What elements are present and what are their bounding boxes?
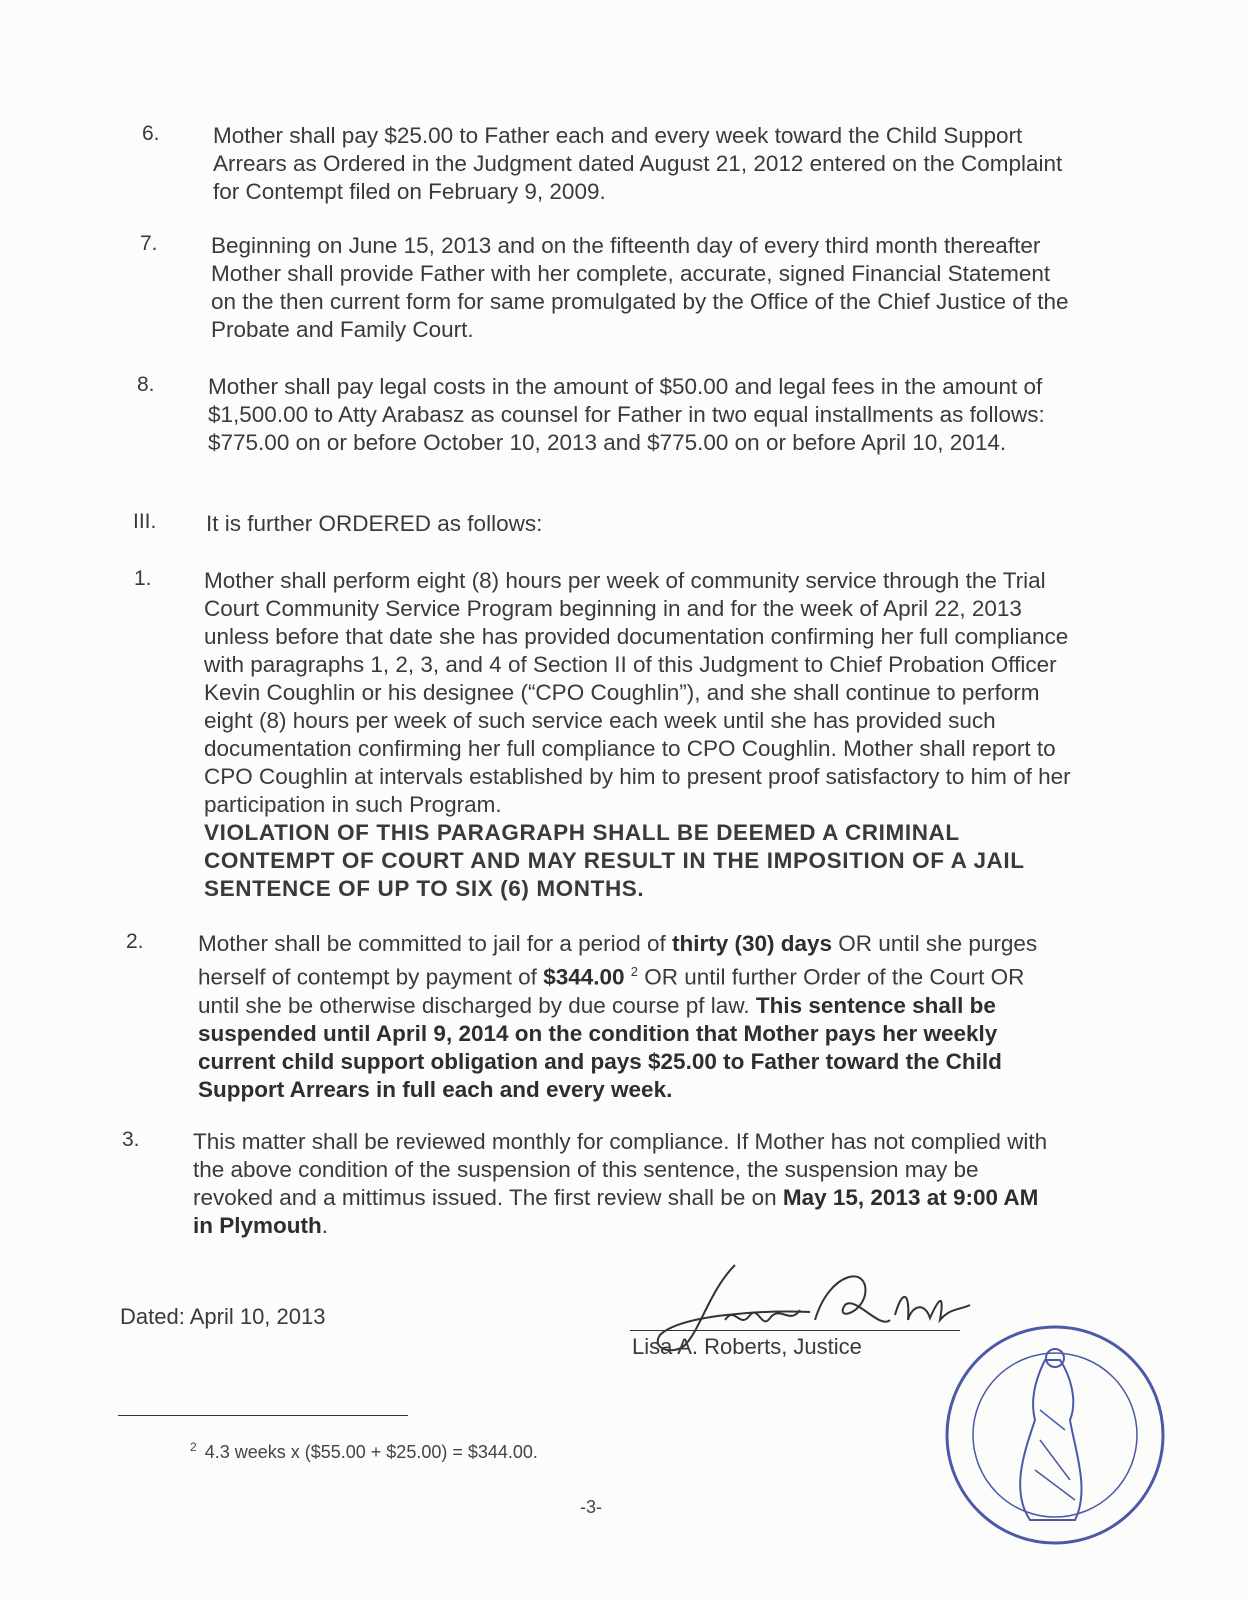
footnote-text: 4.3 weeks x ($55.00 + $25.00) = $344.00. xyxy=(204,1442,538,1462)
order-3 xyxy=(193,1128,1053,1240)
suspension-condition: This sentence shall be suspended until April 9, 2014 on the condition that Mother pays her weekly current child support obligation and pays $25.00 to Father toward the Child Support Arrears in full each and every week. xyxy=(198,992,1002,1102)
paragraph-6: Mother shall pay $25.00 to Father each and every week toward the Child Support Arrears as Ordered in the Judgment dated August 21, 2012 entered on the Complaint for Contempt filed on February 9, 2009. xyxy=(213,123,1063,204)
order-3-text: This matter shall be reviewed monthly for compliance. If Mother has not complied with the above condition of the suspension of this sentence, the suspension may be revoked and a mittimus issued. The first review shall be on xyxy=(193,1129,1048,1210)
footnote-mark: 2 xyxy=(190,1440,197,1454)
jail-period: thirty (30) days xyxy=(671,931,833,956)
purge-amount: $344.00 xyxy=(543,964,625,990)
item-number: 8. xyxy=(137,373,155,396)
paragraph-8: Mother shall pay legal costs in the amount of $50.00 and legal fees in the amount of $1,500.00 to Atty Arabasz as counsel for Father in two equal installments as follows: $775.00 on or before October 10, 2013 and $775.00 on or before April 10, 2014. xyxy=(208,374,1045,455)
footnote xyxy=(190,1440,538,1463)
footnote-rule xyxy=(118,1415,408,1416)
signature-line xyxy=(630,1330,960,1331)
dated-line: Dated: April 10, 2013 xyxy=(120,1304,326,1329)
item-number: 6. xyxy=(142,122,160,145)
order-2-text-b: OR until she purges herself of contempt by payment of xyxy=(198,931,1038,990)
paragraph-7: Beginning on June 15, 2013 and on the fifteenth day of every third month thereafter Mother shall provide Father with her complete, accurate, signed Financial Statement on the then current form for same promulgated by the Office of the Chief Justice of the Probate and Family Court. xyxy=(211,233,1069,342)
order-1 xyxy=(204,567,1074,903)
order-2 xyxy=(198,930,1068,1104)
order-number: 1. xyxy=(134,567,152,590)
order-number: 2. xyxy=(126,930,144,953)
order-1-warning: VIOLATION OF THIS PARAGRAPH SHALL BE DEEMED A CRIMINAL CONTEMPT OF COURT AND MAY RESULT IN THE IMPOSITION OF A JAIL SENTENCE OF UP TO SIX (6) MONTHS. xyxy=(204,820,1025,901)
signer-name: Lisa A. Roberts, Justice xyxy=(632,1334,862,1359)
order-3-end: . xyxy=(321,1213,329,1238)
review-date: May 15, 2013 at 9:00 AM in Plymouth xyxy=(193,1185,1039,1238)
section-number: III. xyxy=(133,510,157,533)
order-number: 3. xyxy=(122,1128,140,1151)
court-seal-stamp xyxy=(940,1320,1170,1550)
order-2-text-c: OR until further Order of the Court OR until she be otherwise discharged by due course pf law. xyxy=(198,964,1025,1018)
footnote-ref: 2 xyxy=(630,964,639,979)
order-2-text-a: Mother shall be committed to jail for a period of xyxy=(198,931,672,956)
order-1-text: Mother shall perform eight (8) hours per week of community service through the Trial Court Community Service Program beginning in and for the week of April 22, 2013 unless before that date she has provided documentation confirming her full compliance with paragraphs 1, 2, 3, and 4 of Section II of this Judgment to Chief Probation Officer Kevin Coughlin or his designee (“CPO Coughlin”), and she shall continue to perform eight (8) hours per week of such service each week until she has provided such documentation confirming her full compliance to CPO Coughlin. Mother shall report to CPO Coughlin at intervals established by him to present proof satisfactory to him of her participation in such Program. xyxy=(204,568,1071,817)
item-number: 7. xyxy=(140,232,158,255)
section-heading: It is further ORDERED as follows: xyxy=(206,511,543,536)
page-number: -3- xyxy=(580,1497,602,1517)
